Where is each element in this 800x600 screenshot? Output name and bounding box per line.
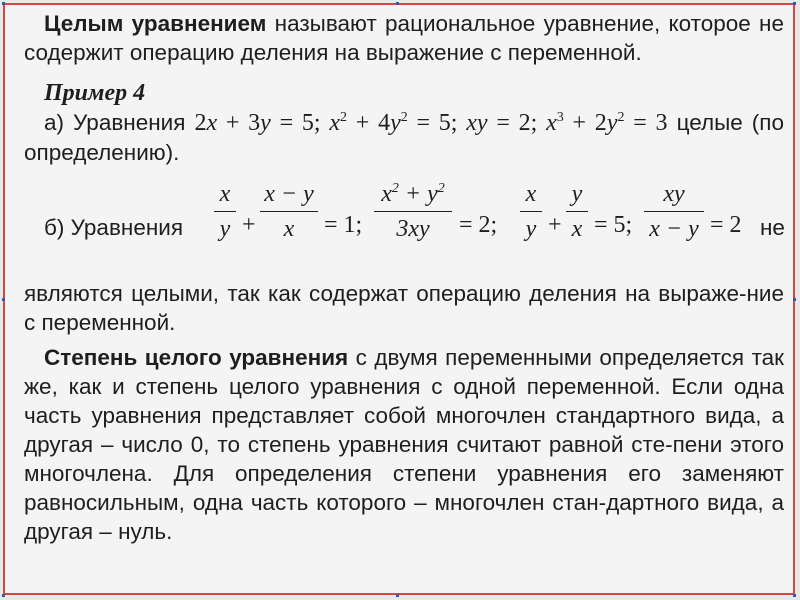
example-a xyxy=(24,108,784,167)
frame-handle xyxy=(2,594,5,597)
degree-text: с двумя переменными определяется так же, как и степень целого уравнения с одной переменной. Если одна часть уравнения представляет собой многочлен стандартного вида, а другая – число 0, то степень уравнения считают равной сте-пени этого многочлена. Для определения степени уравнения его заменяют равносильным, одна часть которого – многочлен стан-дартного вида, а другая – нуль. xyxy=(24,345,784,544)
fraction-x-over-y: x y xyxy=(214,179,236,244)
example-a-label: а) Уравнения xyxy=(44,110,195,135)
fraction-x2-plus-y2-over-3xy: $x^2 + y^2$ 3xy xyxy=(374,179,452,244)
plus-sign-2: + xyxy=(548,212,562,238)
slide-content xyxy=(24,9,784,546)
plus-sign: + xyxy=(242,212,256,238)
fraction-y-over-x: y x xyxy=(566,179,588,244)
definition-paragraph xyxy=(24,9,784,67)
frame-handle xyxy=(396,594,399,597)
fraction-x-over-y-2: x y xyxy=(520,179,542,244)
equation-4-result: = 2 xyxy=(710,212,742,238)
frame-handle xyxy=(2,2,5,5)
frame-handle xyxy=(793,298,796,301)
frame-handle xyxy=(793,594,796,597)
example-b-ne: не xyxy=(760,215,785,240)
fraction-xy-over-x-minus-y: xy x − y xyxy=(644,179,704,244)
frame-handle xyxy=(396,2,399,5)
example-b-label: б) Уравнения xyxy=(44,215,184,240)
degree-term: Степень целого уравнения xyxy=(44,345,349,370)
equation-2-result: = 2; xyxy=(459,212,498,238)
definition-term: Целым уравнением xyxy=(44,11,267,36)
example-a-equations: 2x + 3y = 5; $x^2 + 4y^2 = 5$; xy = 2; $x^3 + 2y^2 = 3$ xyxy=(194,110,668,136)
example-heading: Пример 4 xyxy=(44,80,146,106)
example-b-tail: являются целыми, так как содержат операцию деления на выраже-ние с переменной. xyxy=(24,281,784,335)
equation-1-result: = 1; xyxy=(324,212,363,238)
example-b-fraction-line xyxy=(24,179,784,275)
slide-frame xyxy=(3,3,795,595)
frame-handle xyxy=(793,2,796,5)
degree-paragraph xyxy=(24,343,784,546)
equation-3-result: = 5; xyxy=(594,212,633,238)
definition-text: называют рациональное уравнение, которое не содержит операцию деления на выражение с переменной. xyxy=(24,11,784,65)
example-a-tail: целые (по определению). xyxy=(24,110,784,165)
fraction-x-minus-y-over-x: x − y x xyxy=(260,179,318,244)
frame-handle xyxy=(2,298,5,301)
